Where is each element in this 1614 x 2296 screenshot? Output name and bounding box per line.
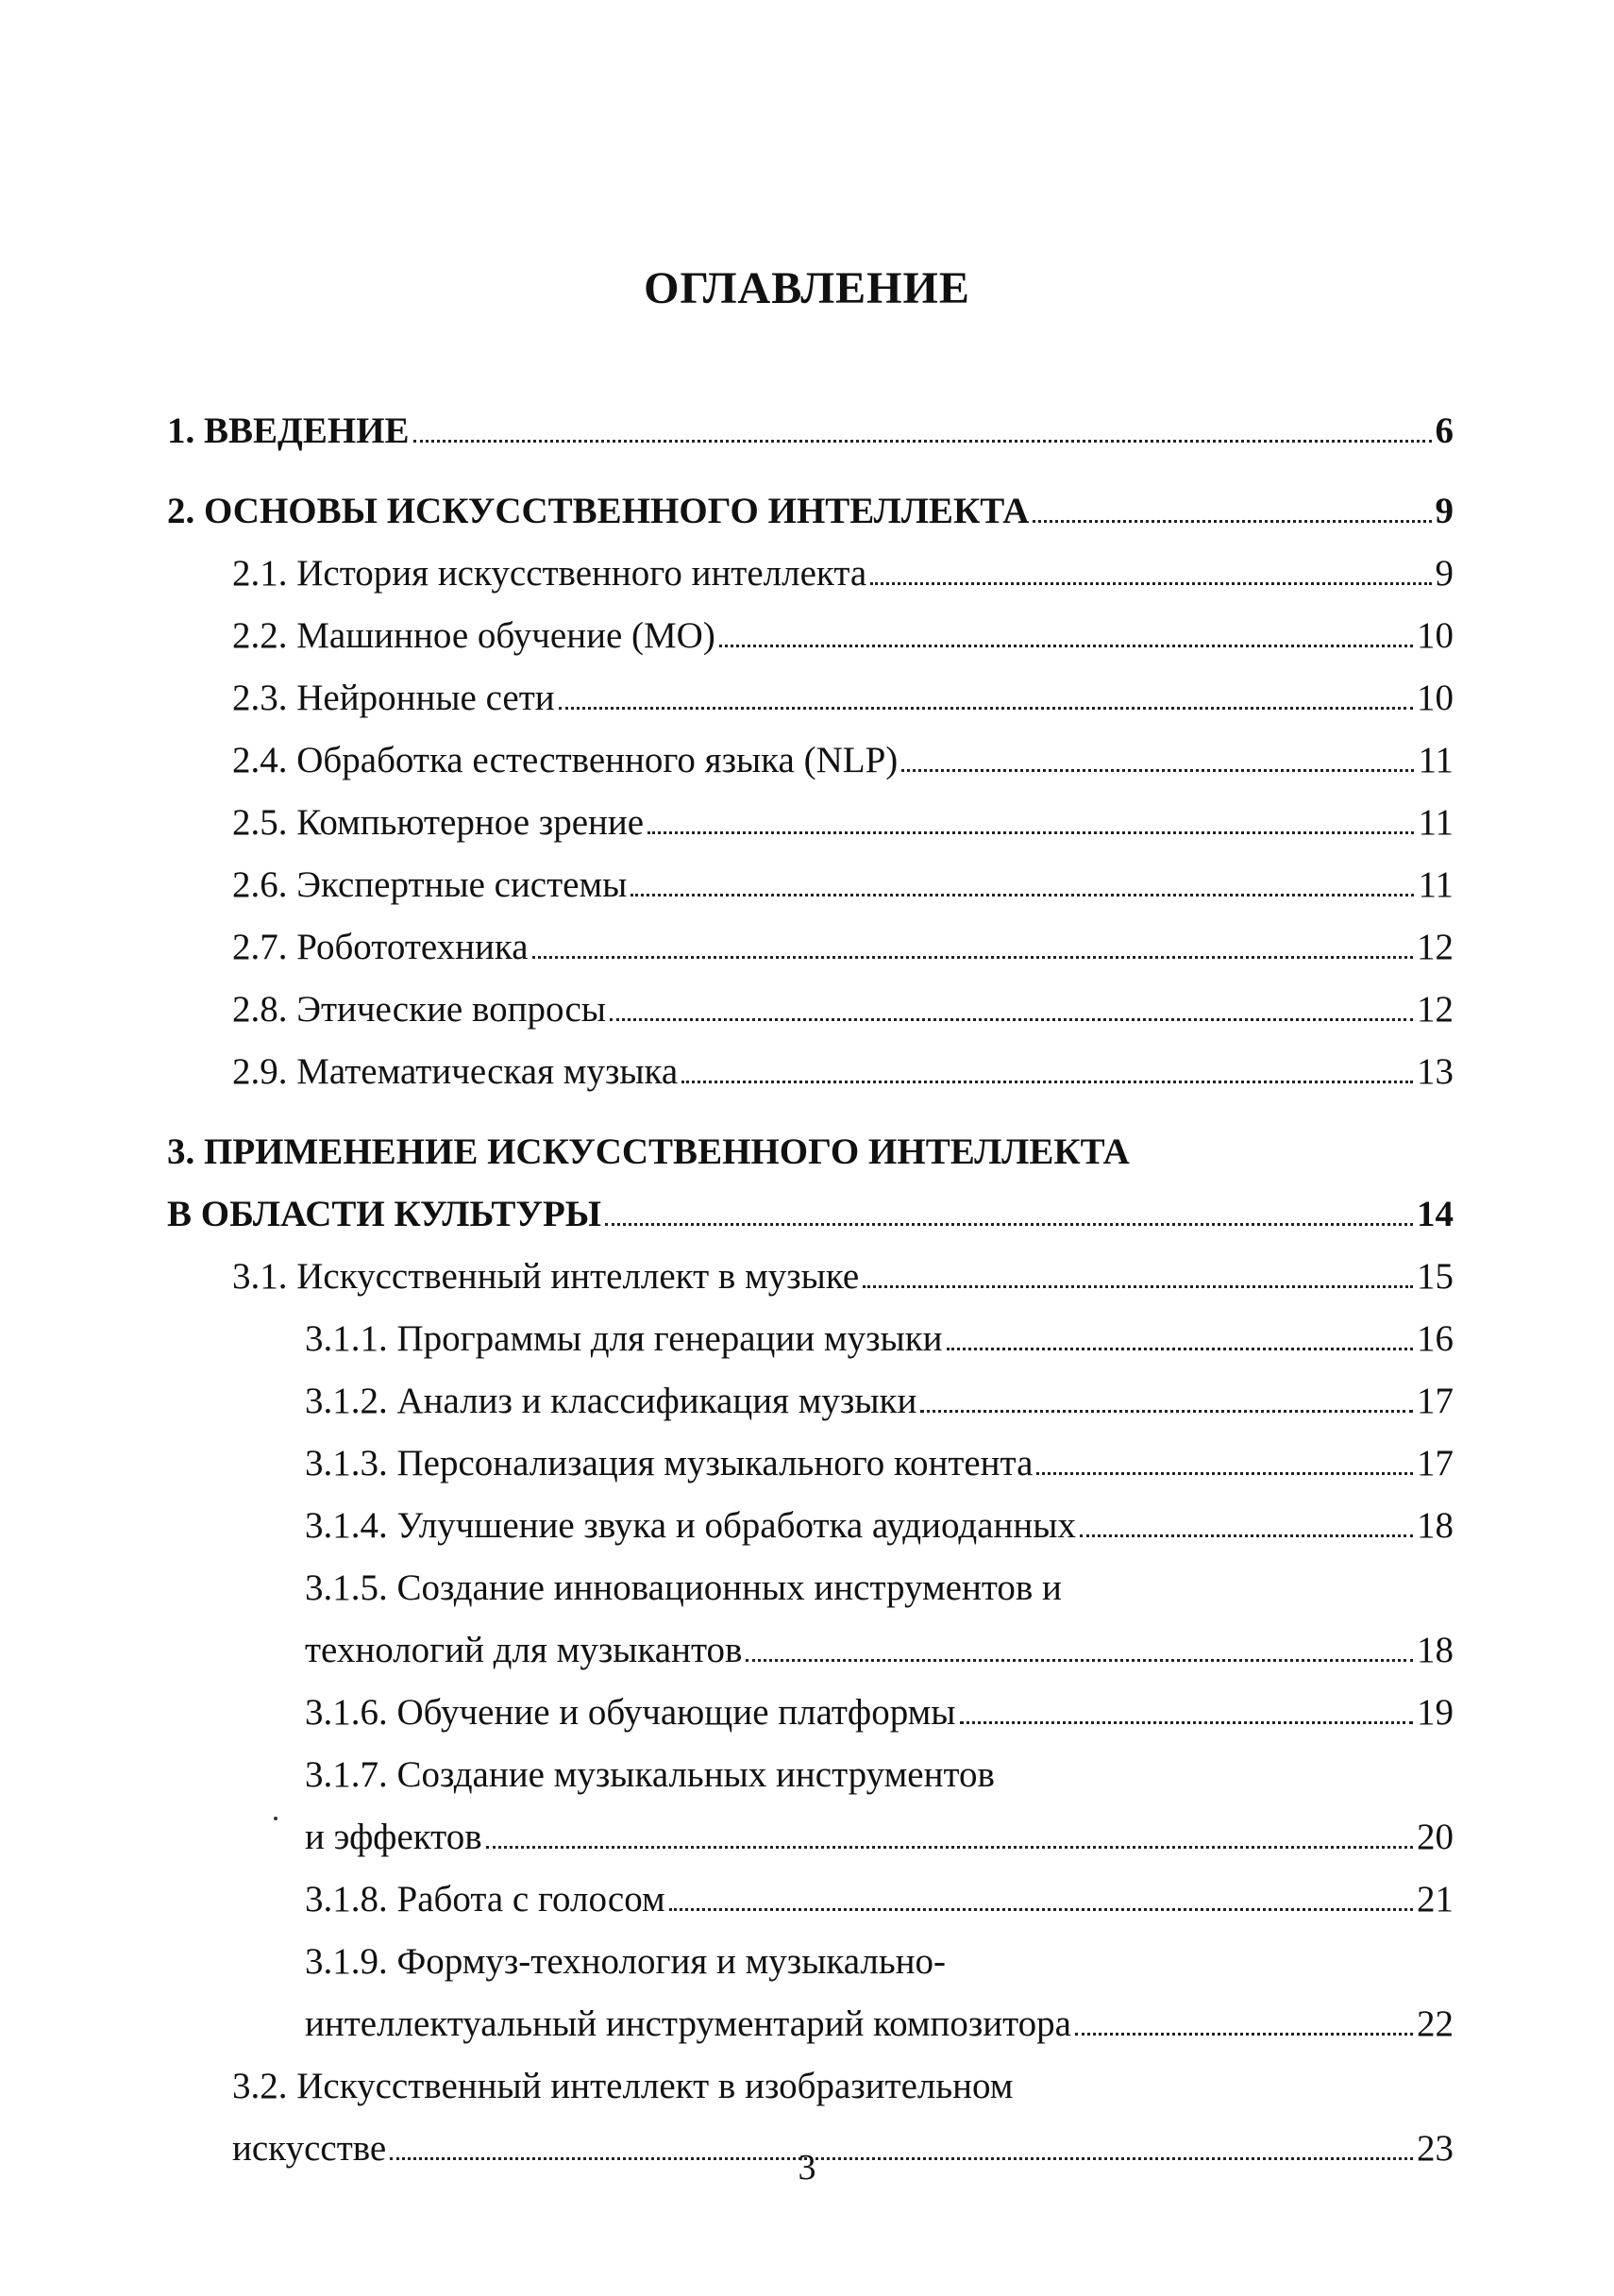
entry-text: 2.3. Нейронные сети	[232, 678, 555, 718]
entry-page: 9	[1435, 491, 1454, 531]
entry-text: технологий для музыкантов	[305, 1630, 743, 1670]
entry-text-line1: 3.2. Искусственный интеллект в изобразительном	[232, 2066, 1014, 2106]
entry-text-line1: 3. ПРИМЕНЕНИЕ ИСКУССТВЕННОГО ИНТЕЛЛЕКТА	[167, 1131, 1130, 1172]
entry-text: 2. ОСНОВЫ ИСКУССТВЕННОГО ИНТЕЛЛЕКТА	[167, 491, 1030, 531]
entry-page: 12	[1417, 927, 1454, 967]
entry-page: 17	[1417, 1381, 1454, 1421]
entry-page: 9	[1435, 553, 1454, 594]
entry-text: интеллектуальный инструментарий композитора	[305, 2003, 1071, 2044]
entry-page: 15	[1417, 1256, 1454, 1297]
leader-dots	[960, 1721, 1414, 1724]
entry-text: 1. ВВЕДЕНИЕ	[167, 411, 410, 451]
entry-text: 2.5. Компьютерное зрение	[232, 802, 645, 843]
entry-page: 16	[1417, 1318, 1454, 1359]
entry-page: 11	[1418, 802, 1454, 843]
entry-page: 11	[1418, 740, 1454, 780]
entry-text: 2.9. Математическая музыка	[232, 1051, 679, 1092]
entry-text: искусстве	[232, 2128, 387, 2169]
entry-page: 12	[1417, 989, 1454, 1030]
toc-entry[interactable]	[232, 729, 1454, 792]
entry-page: 22	[1417, 2003, 1454, 2044]
entry-page: 14	[1417, 1194, 1454, 1234]
entry-page: 20	[1417, 1817, 1454, 1857]
toc-entry[interactable]	[305, 1682, 1454, 1744]
entry-page: 13	[1417, 1051, 1454, 1092]
entry-text: 3.1.4. Улучшение звука и обработка аудиоданных	[305, 1505, 1076, 1546]
toc-entry[interactable]	[305, 1557, 1454, 1682]
toc-entry[interactable]	[305, 1495, 1454, 1557]
entry-page: 21	[1417, 1879, 1454, 1919]
entry-text: 3.1.6. Обучение и обучающие платформы	[305, 1692, 956, 1733]
entry-page: 17	[1417, 1443, 1454, 1483]
toc-entry[interactable]	[305, 1433, 1454, 1495]
toc-entry[interactable]	[232, 1041, 1454, 1103]
toc-entry[interactable]	[167, 1121, 1454, 1246]
toc-entry[interactable]	[232, 605, 1454, 667]
entry-text: 2.7. Робототехника	[232, 927, 529, 967]
toc-entry[interactable]	[167, 400, 1454, 462]
toc-entry[interactable]	[305, 1931, 1454, 2055]
entry-page: 18	[1417, 1505, 1454, 1546]
leader-dots	[719, 645, 1413, 647]
entry-text: 3.1.3. Персонализация музыкального контента	[305, 1443, 1034, 1483]
entry-text: 2.1. История искусственного интеллекта	[232, 553, 867, 594]
entry-page: 18	[1417, 1630, 1454, 1670]
toc-entry[interactable]	[167, 480, 1454, 543]
entry-page: 11	[1418, 864, 1454, 905]
entry-text-line1: 3.1.7. Создание музыкальных инструментов	[305, 1754, 995, 1795]
entry-page: 6	[1435, 411, 1454, 451]
leader-dots	[610, 1018, 1413, 1021]
toc-entry[interactable]	[232, 854, 1454, 916]
entry-text: 3.1.2. Анализ и классификация музыки	[305, 1381, 917, 1421]
entry-page: 19	[1417, 1692, 1454, 1733]
toc-entry[interactable]	[232, 667, 1454, 729]
toc-entry[interactable]	[305, 1308, 1454, 1370]
leader-dots	[559, 707, 1413, 710]
entry-page: 10	[1417, 615, 1454, 656]
entry-text-line1: 3.1.9. Формуз-технология и музыкально-	[305, 1941, 947, 1982]
leader-dots	[947, 1348, 1413, 1350]
leader-dots	[681, 1081, 1413, 1083]
toc-entry[interactable]	[305, 1744, 1454, 1869]
entry-text: 3.1.8. Работа с голосом	[305, 1879, 665, 1919]
entry-text-line1: 3.1.5. Создание инновационных инструментов и	[305, 1567, 1062, 1608]
entry-text: 2.8. Этические вопросы	[232, 989, 606, 1030]
entry-text: 3.1. Искусственный интеллект в музыке	[232, 1256, 860, 1297]
entry-text: 2.4. Обработка естественного языка (NLP)	[232, 740, 899, 780]
toc-title: ОГЛАВЛЕНИЕ	[644, 263, 970, 313]
leader-dots	[863, 1285, 1413, 1288]
leader-dots	[605, 1223, 1413, 1226]
leader-dots	[901, 769, 1414, 772]
leader-dots	[1036, 1472, 1413, 1475]
page-number: 3	[798, 2148, 816, 2187]
leader-dots	[413, 440, 1432, 443]
entry-text: 3.1.1. Программы для генерации музыки	[305, 1318, 943, 1359]
entry-text: 2.6. Экспертные системы	[232, 864, 628, 905]
scan-speck	[274, 1817, 277, 1820]
leader-dots	[647, 831, 1414, 834]
entry-text: 2.2. Машинное обучение (МО)	[232, 615, 715, 656]
entry-page: 23	[1417, 2128, 1454, 2169]
toc-entry[interactable]	[232, 979, 1454, 1041]
leader-dots	[1080, 1534, 1413, 1537]
toc-entry[interactable]	[232, 916, 1454, 979]
toc-entry[interactable]	[305, 1869, 1454, 1931]
toc-entry[interactable]	[232, 543, 1454, 605]
entry-text: и эффектов	[305, 1817, 482, 1857]
entry-page: 10	[1417, 678, 1454, 718]
leader-dots	[1075, 2033, 1413, 2036]
leader-dots	[920, 1410, 1413, 1413]
leader-dots	[486, 1846, 1413, 1849]
leader-dots	[870, 582, 1431, 585]
entry-text: В ОБЛАСТИ КУЛЬТУРЫ	[167, 1194, 602, 1234]
toc-entry[interactable]	[305, 1370, 1454, 1433]
leader-dots	[746, 1659, 1413, 1662]
toc-entry[interactable]	[232, 1246, 1454, 1308]
leader-dots	[1033, 520, 1431, 523]
leader-dots	[669, 1908, 1413, 1911]
leader-dots	[630, 894, 1414, 897]
leader-dots	[532, 956, 1413, 959]
toc-entry[interactable]	[232, 792, 1454, 854]
